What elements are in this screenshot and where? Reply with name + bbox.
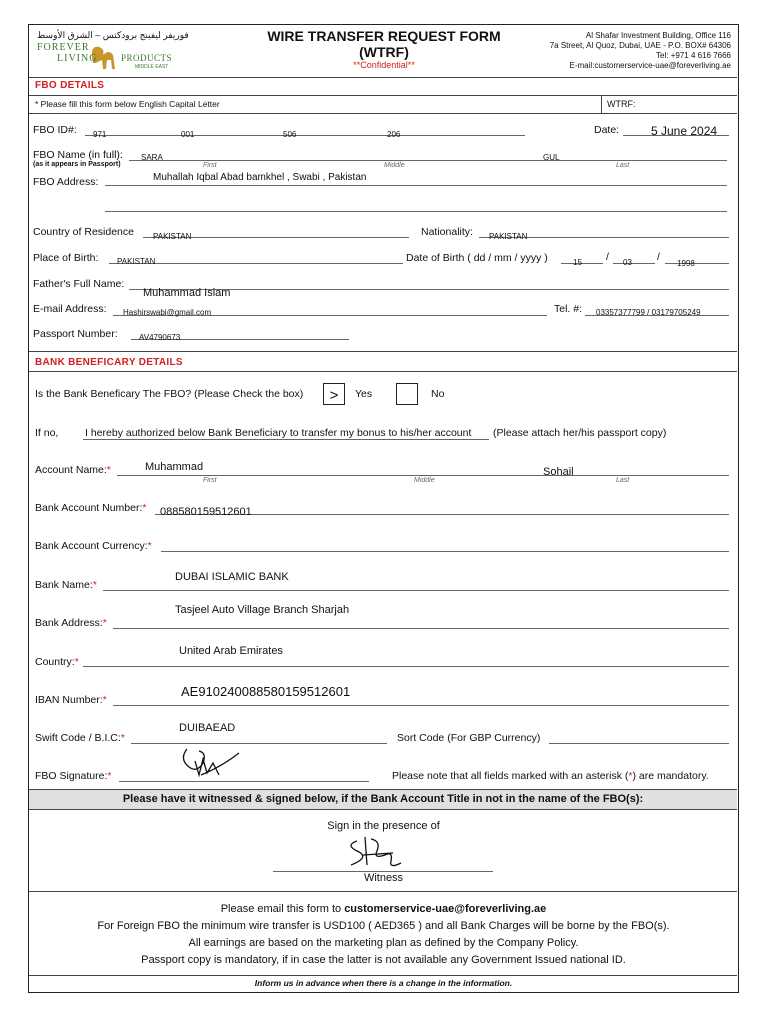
bank-section-title: BANK BENEFICARY DETAILS: [35, 357, 183, 368]
company-address: [550, 31, 731, 71]
fbo-id-part-2[interactable]: 001: [181, 130, 195, 139]
logo-text-living: LIVING: [57, 53, 98, 64]
currency-line: [161, 551, 729, 552]
bank-name-value[interactable]: DUBAI ISLAMIC BANK: [175, 571, 289, 583]
dob-yyyy-line: [665, 263, 729, 264]
sub-middle: Middle: [384, 162, 405, 169]
account-number-value[interactable]: 088580159512601: [160, 506, 252, 518]
iban-label: IBAN Number:*: [35, 694, 107, 706]
father-label: Father's Full Name:: [33, 278, 125, 290]
passport-value[interactable]: AV4790673: [139, 333, 181, 342]
authorize-text: I hereby authorized below Bank Beneficiary to transfer my bonus to his/her account: [85, 427, 472, 439]
fbo-address-value[interactable]: Muhallah Iqbal Abad bamkhel , Swabi , Pakistan: [153, 172, 367, 183]
country-label: Country:*: [35, 656, 79, 668]
fbo-id-part-4[interactable]: 206: [387, 130, 401, 139]
address-line-2: [105, 211, 727, 212]
fbo-first-name[interactable]: SARA: [141, 153, 163, 162]
address-line1: Al Shafar Investment Building, Office 116: [585, 31, 731, 40]
date-label: Date:: [594, 124, 620, 136]
witness-signature[interactable]: [343, 831, 413, 871]
dob-mm-line: [613, 263, 655, 264]
sort-code-label: Sort Code (For GBP Currency): [397, 732, 541, 744]
dob-dd[interactable]: 15: [573, 258, 582, 267]
fbo-id-part-3[interactable]: 506: [283, 130, 297, 139]
sub-middle: Middle: [414, 477, 435, 484]
address-line4: E-mail:customerservice-uae@foreverliving.ae: [569, 61, 731, 70]
yes-checkbox[interactable]: >: [323, 383, 345, 405]
footer-line-3: All earnings are based on the marketing plan as defined by the Company Policy.: [188, 937, 579, 949]
logo-text-products: PRODUCTS: [121, 53, 173, 63]
bank-address-label: Bank Address:*: [35, 617, 107, 629]
company-logo: [35, 41, 185, 75]
arabic-company-name: فوريفر ليفينج برودكتس – الشرق الأوسط: [37, 30, 189, 40]
fbo-last-name[interactable]: GUL: [543, 153, 560, 162]
father-value[interactable]: Muhammad Islam: [143, 287, 231, 299]
signature-label: FBO Signature:*: [35, 770, 112, 782]
address-line-1: [105, 185, 727, 186]
witness-signature-scribble-icon: [343, 831, 413, 871]
dob-label: Date of Birth ( dd / mm / yyyy ): [406, 252, 548, 264]
authorize-underline: [83, 439, 489, 440]
pob-label: Place of Birth:: [33, 252, 99, 264]
email-label: E-mail Address:: [33, 303, 107, 315]
mandatory-note: Please note that all fields marked with an asterisk (*) are mandatory.: [392, 770, 709, 782]
footer-email-line: Please email this form to customerservice-uae@foreverliving.ae: [220, 903, 547, 915]
witness-label: Witness: [363, 872, 404, 884]
country-value[interactable]: United Arab Emirates: [179, 645, 283, 657]
country-line: [83, 666, 729, 667]
currency-label: Bank Account Currency:*: [35, 540, 152, 552]
address-line3: Tel: +971 4 616 7666: [656, 51, 731, 60]
instruction-text: * Please fill this form below English Capital Letter: [35, 99, 220, 109]
form-title-line1: WIRE TRANSFER REQUEST FORM: [267, 28, 501, 44]
form-frame: [28, 24, 739, 993]
tel-value[interactable]: 03357377799 / 03179705249: [596, 308, 701, 317]
header: [29, 25, 737, 77]
no-checkbox[interactable]: [396, 383, 418, 405]
account-name-label: Account Name:*: [35, 464, 111, 476]
footer-line-2: For Foreign FBO the minimum wire transfer is USD100 ( AED365 ) and all Bank Charges will be borne by the FBO(s).: [97, 920, 670, 932]
sign-presence-text: Sign in the presence of: [327, 820, 440, 832]
divider: [29, 95, 737, 96]
pob-value[interactable]: PAKISTAN: [117, 257, 156, 266]
fbo-id-label: FBO ID#:: [33, 124, 77, 136]
swift-line: [131, 743, 387, 744]
account-number-label: Bank Account Number:*: [35, 502, 147, 514]
divider: [29, 77, 737, 78]
divider: [29, 975, 737, 976]
divider: [29, 371, 737, 372]
sub-first: First: [203, 162, 217, 169]
fbo-signature[interactable]: [177, 741, 247, 783]
nationality-label: Nationality:: [421, 226, 473, 238]
divider: [29, 351, 737, 352]
logo-text-forever: FOREVER: [37, 42, 90, 53]
attach-passport-text: (Please attach her/his passport copy): [493, 427, 667, 439]
footer-email-link[interactable]: customerservice-uae@foreverliving.ae: [344, 903, 547, 915]
fbo-id-line: [85, 135, 525, 136]
wtrf-divider: [601, 95, 602, 113]
swift-value[interactable]: DUIBAEAD: [179, 722, 236, 734]
sub-last: Last: [616, 477, 630, 484]
divider: [29, 113, 737, 114]
bank-address-value[interactable]: Tasjeel Auto Village Branch Sharjah: [175, 604, 350, 616]
date-value[interactable]: 5 June 2024: [651, 124, 718, 138]
logo-text-middle-east: MIDDLE EAST: [135, 64, 169, 70]
fbo-section-title: FBO DETAILS: [35, 80, 105, 91]
fbo-signature-scribble-icon: [177, 741, 247, 783]
tel-label: Tel. #:: [554, 303, 583, 315]
dob-yyyy[interactable]: 1998: [677, 259, 695, 268]
email-value[interactable]: Hashirswabi@gmail.com: [123, 308, 212, 317]
account-first-name[interactable]: Muhammad: [145, 461, 204, 473]
account-name-line: [117, 475, 729, 476]
bank-name-label: Bank Name:*: [35, 579, 97, 591]
dob-dd-line: [561, 263, 603, 264]
confidential-label: **Confidential**: [353, 60, 415, 70]
sort-code-line: [549, 743, 729, 744]
swift-label: Swift Code / B.I.C:*: [35, 732, 125, 744]
footer-line-4: Passport copy is mandatory, if in case the latter is not available any Government Issued national ID.: [141, 954, 626, 966]
divider: [29, 891, 737, 892]
beneficiary-question: Is the Bank Beneficary The FBO? (Please Check the box): [35, 388, 304, 400]
wtrf-label: WTRF:: [607, 99, 636, 109]
iban-line: [113, 705, 729, 706]
bank-address-line: [113, 628, 729, 629]
witness-banner: [29, 789, 737, 810]
yes-label: Yes: [355, 388, 373, 400]
bank-name-line: [103, 590, 729, 591]
dob-slash-1: /: [606, 251, 609, 263]
bottom-note: Inform us in advance when there is a change in the information.: [254, 978, 513, 988]
address-line2: 7a Street, Al Quoz, Dubai, UAE - P.O. BOX# 64306: [549, 41, 731, 50]
form-title: [239, 28, 529, 70]
country-label: Country of Residence: [33, 226, 134, 238]
form-title-line2: (WTRF): [359, 44, 409, 60]
if-no-label: If no,: [35, 427, 59, 439]
fbo-name-label: FBO Name (in full):: [33, 149, 123, 161]
fbo-name-line: [129, 160, 727, 161]
fbo-name-note: (as it appears in Passport): [33, 161, 121, 168]
account-last-name[interactable]: Sohail: [543, 466, 574, 478]
sub-last: Last: [616, 162, 630, 169]
passport-label: Passport Number:: [33, 328, 118, 340]
sub-first: First: [203, 477, 217, 484]
no-label: No: [431, 388, 445, 400]
fbo-id-part-1[interactable]: 971: [93, 130, 107, 139]
country-value[interactable]: PAKISTAN: [153, 232, 192, 241]
dob-mm[interactable]: 03: [623, 258, 632, 267]
dob-slash-2: /: [657, 251, 660, 263]
nationality-value[interactable]: PAKISTAN: [489, 232, 528, 241]
witness-banner-text: Please have it witnessed & signed below, if the Bank Account Title in not in the name of the FBO(s):: [122, 793, 644, 805]
fbo-address-label: FBO Address:: [33, 176, 99, 188]
iban-value[interactable]: AE910240088580159512601: [181, 684, 351, 699]
